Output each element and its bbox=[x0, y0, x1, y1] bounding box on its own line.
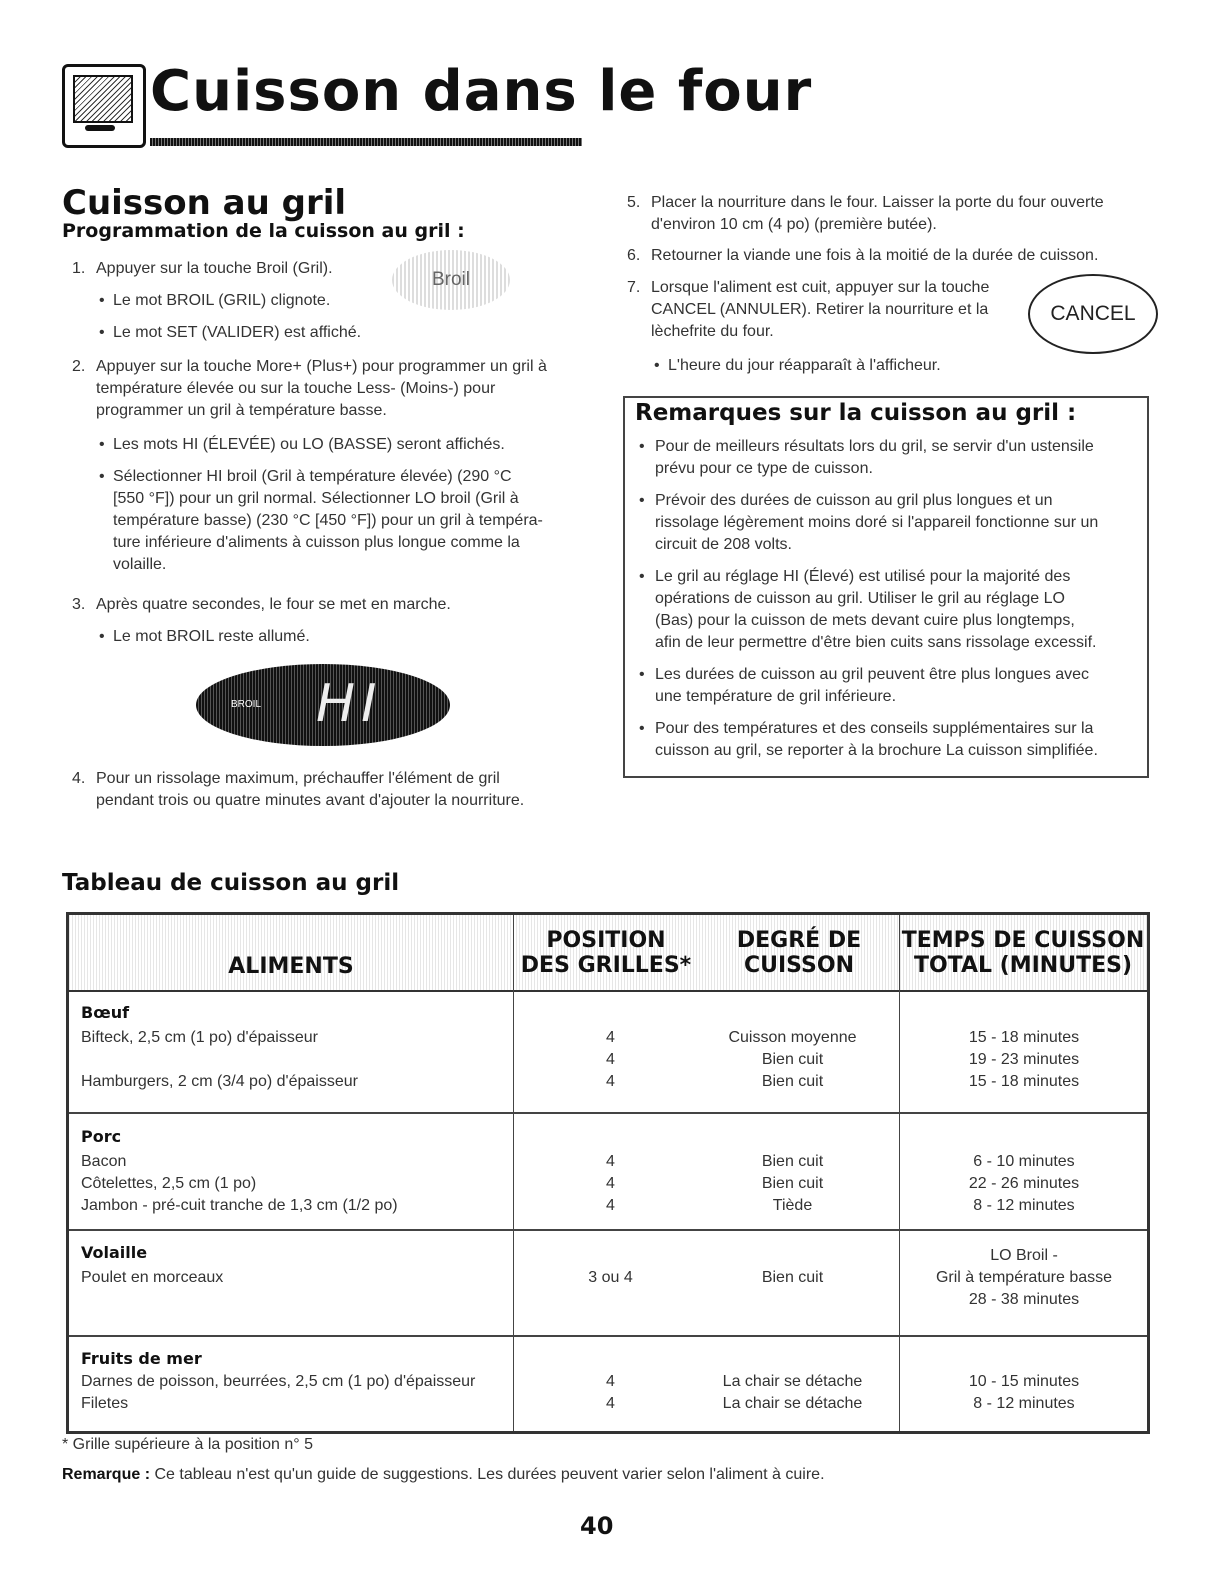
bullet: • Le mot BROIL (GRIL) clignote. bbox=[113, 290, 330, 312]
notes-title: Remarques sur la cuisson au gril : bbox=[635, 400, 1077, 426]
page-number: 40 bbox=[580, 1512, 614, 1540]
step-line: CANCEL (ANNULER). Retirer la nourriture et la bbox=[651, 301, 989, 318]
time-cell: 22 - 26 minutes bbox=[968, 1175, 1080, 1192]
step-text: Après quatre secondes, le four se met en marche. bbox=[96, 596, 451, 613]
food-cell: Bacon bbox=[81, 1153, 127, 1170]
divider bbox=[899, 915, 900, 1431]
title-rule bbox=[150, 138, 582, 146]
divider bbox=[69, 1112, 1147, 1114]
category-label: Fruits de mer bbox=[81, 1349, 202, 1368]
step-number: 4. bbox=[72, 770, 86, 787]
position-cell: 3 ou 4 bbox=[588, 1269, 633, 1286]
food-cell: Filetes bbox=[81, 1395, 129, 1412]
bullet: • Sélectionner HI broil (Gril à température élevée) (290 °C bbox=[113, 466, 512, 488]
step-number: 2. bbox=[72, 358, 86, 375]
divider bbox=[69, 1335, 1147, 1337]
time-cell: 15 - 18 minutes bbox=[968, 1029, 1080, 1046]
bullet-line: ture inférieure d'aliments à cuisson plus longue comme la bbox=[113, 534, 520, 551]
food-cell: Jambon - pré-cuit tranche de 1,3 cm (1/2 po) bbox=[81, 1197, 398, 1214]
degree-cell: Bien cuit bbox=[761, 1153, 824, 1170]
degree-cell: Bien cuit bbox=[761, 1073, 824, 1090]
step-number: 1. bbox=[72, 260, 86, 277]
bullet-line: volaille. bbox=[113, 556, 167, 573]
time-cell: LO Broil - bbox=[990, 1247, 1058, 1264]
step-text: Retourner la viande une fois à la moitié de la durée de cuisson. bbox=[651, 247, 1099, 264]
note-item: • Le gril au réglage HI (Élevé) est utilisé pour la majorité des opérations de cuisson au gril. Utiliser le gril au réglage LO (Bas) pour la cuisson de mets devant cuire plus longtemps, afin de leur permettre d'être bien cuits sans rissolage excessif. bbox=[655, 566, 1131, 654]
bullet-line: température basse) (230 °C [450 °F]) pour un gril à tempéra- bbox=[113, 512, 543, 529]
step-line: d'environ 10 cm (4 po) (première butée). bbox=[651, 216, 937, 233]
notes-box bbox=[623, 396, 1149, 778]
position-cell: 4 bbox=[606, 1153, 615, 1170]
time-cell: 8 - 12 minutes bbox=[973, 1395, 1075, 1412]
step-number: 5. bbox=[627, 194, 641, 211]
time-cell: 8 - 12 minutes bbox=[973, 1197, 1075, 1214]
note-item: • Pour de meilleurs résultats lors du gril, se servir d'un ustensile prévu pour ce type de cuisson. bbox=[655, 436, 1131, 480]
oven-display bbox=[196, 664, 450, 746]
step-number: 3. bbox=[72, 596, 86, 613]
position-cell: 4 bbox=[606, 1395, 615, 1412]
position-cell: 4 bbox=[606, 1175, 615, 1192]
category-label: Volaille bbox=[81, 1243, 148, 1262]
footnote: * Grille supérieure à la position n° 5 bbox=[62, 1436, 313, 1453]
degree-cell: La chair se détache bbox=[722, 1373, 863, 1390]
time-cell: Gril à température basse bbox=[935, 1269, 1113, 1286]
position-cell: 4 bbox=[606, 1073, 615, 1090]
broil-table bbox=[66, 912, 1150, 1434]
degree-cell: Bien cuit bbox=[761, 1051, 824, 1068]
step-line: pendant trois ou quatre minutes avant d'ajouter la nourriture. bbox=[96, 792, 525, 809]
position-cell: 4 bbox=[606, 1197, 615, 1214]
note-item: • Prévoir des durées de cuisson au gril plus longues et un rissolage légèrement moins doré si l'appareil fonctionne sur un circuit de 208 volts. bbox=[655, 490, 1131, 556]
time-cell: 15 - 18 minutes bbox=[968, 1073, 1080, 1090]
bullet: • Le mot BROIL reste allumé. bbox=[113, 626, 310, 648]
step-number: 7. bbox=[627, 279, 641, 296]
time-cell: 6 - 10 minutes bbox=[973, 1153, 1075, 1170]
bullet: • Les mots HI (ÉLEVÉE) ou LO (BASSE) seront affichés. bbox=[113, 434, 505, 456]
food-cell: Bifteck, 2,5 cm (1 po) d'épaisseur bbox=[81, 1029, 318, 1046]
oven-icon bbox=[62, 64, 146, 148]
section-subtitle: Programmation de la cuisson au gril : bbox=[62, 220, 465, 242]
col-header-degre: DEGRÉ DE CUISSON bbox=[736, 927, 862, 978]
food-cell: Hamburgers, 2 cm (3/4 po) d'épaisseur bbox=[81, 1073, 358, 1090]
step-line: Placer la nourriture dans le four. Laisser la porte du four ouverte bbox=[651, 194, 1104, 211]
note-item: • Les durées de cuisson au gril peuvent être plus longues avec une température de gril inférieure. bbox=[655, 664, 1131, 708]
degree-cell: Cuisson moyenne bbox=[728, 1029, 857, 1046]
category-label: Porc bbox=[81, 1127, 122, 1146]
cancel-button: CANCEL bbox=[1028, 274, 1158, 354]
step-line: lèchefrite du four. bbox=[651, 323, 774, 340]
step-line: Pour un rissolage maximum, préchauffer l'élément de gril bbox=[96, 770, 500, 787]
display-value: HI bbox=[316, 674, 383, 734]
display-label: BROIL bbox=[231, 699, 262, 710]
position-cell: 4 bbox=[606, 1051, 615, 1068]
step-line: programmer un gril à température basse. bbox=[96, 402, 387, 419]
degree-cell: La chair se détache bbox=[722, 1395, 863, 1412]
step-number: 6. bbox=[627, 247, 641, 264]
degree-cell: Bien cuit bbox=[761, 1269, 824, 1286]
step-line: Appuyer sur la touche More+ (Plus+) pour programmer un gril à bbox=[96, 358, 547, 375]
col-header-temps: TEMPS DE CUISSON TOTAL (MINUTES) bbox=[901, 927, 1145, 978]
time-cell: 28 - 38 minutes bbox=[968, 1291, 1080, 1308]
divider bbox=[69, 1229, 1147, 1231]
degree-cell: Bien cuit bbox=[761, 1175, 824, 1192]
degree-cell: Tiède bbox=[772, 1197, 813, 1214]
bullet-line: [550 °F]) pour un gril normal. Sélectionner LO broil (Gril à bbox=[113, 490, 519, 507]
position-cell: 4 bbox=[606, 1029, 615, 1046]
table-header bbox=[69, 915, 1147, 992]
section-title: Cuisson au gril bbox=[62, 183, 347, 223]
step-text: Appuyer sur la touche Broil (Gril). bbox=[96, 260, 333, 277]
broil-button: Broil bbox=[392, 250, 510, 310]
note-item: • Pour des températures et des conseils supplémentaires sur la cuisson au gril, se reporter à la brochure La cuisson simplifiée. bbox=[655, 718, 1131, 762]
bullet: • L'heure du jour réapparaît à l'afficheur. bbox=[668, 355, 941, 377]
col-header-aliments: ALIMENTS bbox=[228, 954, 354, 979]
food-cell: Côtelettes, 2,5 cm (1 po) bbox=[81, 1175, 257, 1192]
step-line: température élevée ou sur la touche Less- (Moins-) pour bbox=[96, 380, 496, 397]
food-cell: Darnes de poisson, beurrées, 2,5 cm (1 po) d'épaisseur bbox=[81, 1373, 476, 1390]
category-label: Bœuf bbox=[81, 1003, 130, 1022]
page-title: Cuisson dans le four bbox=[150, 59, 813, 124]
step-line: Lorsque l'aliment est cuit, appuyer sur la touche bbox=[651, 279, 990, 296]
bullet: • Le mot SET (VALIDER) est affiché. bbox=[113, 322, 361, 344]
position-cell: 4 bbox=[606, 1373, 615, 1390]
time-cell: 10 - 15 minutes bbox=[968, 1373, 1080, 1390]
food-cell: Poulet en morceaux bbox=[81, 1269, 224, 1286]
remark: Remarque : Ce tableau n'est qu'un guide de suggestions. Les durées peuvent varier selon l'aliment à cuire. bbox=[62, 1466, 825, 1483]
table-title: Tableau de cuisson au gril bbox=[62, 870, 400, 896]
col-header-position: POSITION DES GRILLES* bbox=[520, 927, 692, 978]
time-cell: 19 - 23 minutes bbox=[968, 1051, 1080, 1068]
